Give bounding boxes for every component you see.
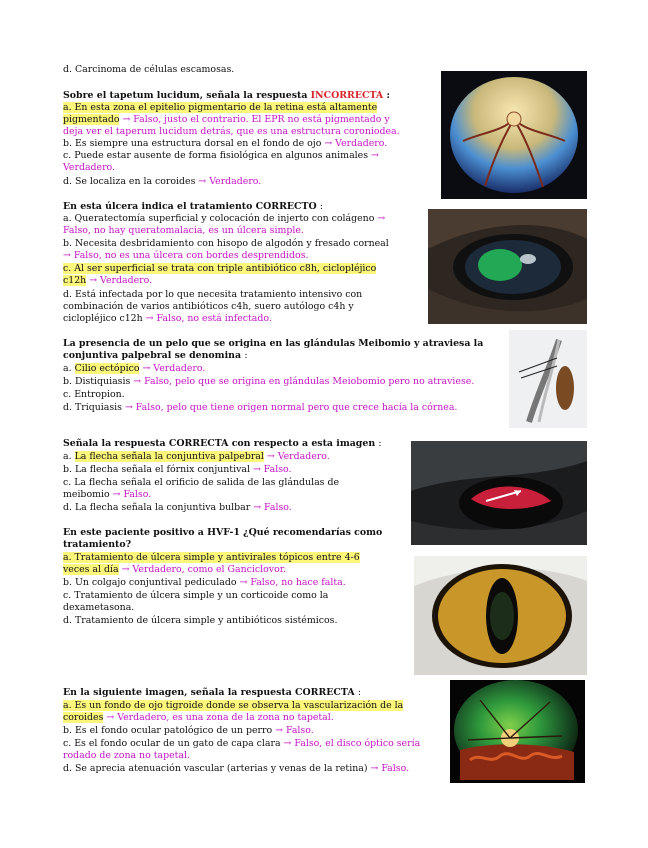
q5-option-a-line2: veces al día → Verdadero, como el Ganciclovor. <box>63 564 287 575</box>
q3-option-d: d. Triquiasis → Falso, pelo que tiene origen normal pero que crece hacía la córnea. <box>63 402 458 413</box>
ectopic-cilia-diagram <box>509 330 587 428</box>
q6-option-b: b. Es el fondo ocular patológico de un perro → Falso. <box>63 725 314 736</box>
conjunctiva-arrow-photo <box>411 441 587 545</box>
q1-option-a-line3: deja ver el taperum lucidum detrás, que es una estructura coroniodea. <box>63 126 400 137</box>
q5-option-a-line1: a. Tratamiento de úlcera simple y antivirales tópicos entre 4-6 <box>63 552 360 563</box>
question-1-title: Sobre el tapetum lucidum, señala la respuesta INCORRECTA : <box>63 90 390 101</box>
q4-option-c-line2: meibomio → Falso. <box>63 489 152 500</box>
question-2-title: En esta úlcera indica el tratamiento CORRECTO : <box>63 201 324 212</box>
q6-option-a-line1: a. Es un fondo de ojo tigroide donde se observa la vascularización de la <box>63 700 404 711</box>
question-5-title-line1: En este paciente positivo a HVF-1 ¿Qué recomendarías como <box>63 527 383 538</box>
q1-option-a-line1: a. En esta zona el epitelio pigmentario de la retina está altamente <box>63 102 378 113</box>
q4-option-d: d. La flecha señala la conjuntiva bulbar → Falso. <box>63 502 292 513</box>
q3-option-b: b. Distiquiasis → Falso, pelo que se origina en glándulas Meiobomio pero no atraviese. <box>63 376 475 387</box>
q1-option-c: c. Puede estar ausente de forma fisiológica en algunos animales → <box>63 150 379 161</box>
q5-option-d: d. Tratamiento de úlcera simple y antibióticos sistémicos. <box>63 615 338 626</box>
cat-eye-photo <box>414 556 587 675</box>
q6-option-c: c. Es el fondo ocular de un gato de capa clara → Falso, el disco óptico sería <box>63 738 421 749</box>
question-4-title: Señala la respuesta CORRECTA con respecto a esta imagen : <box>63 438 382 449</box>
question-5-title-line2: tratamiento? <box>63 539 132 550</box>
q1-option-b: b. Es siempre una estructura dorsal en el fondo de ojo → Verdadero. <box>63 138 388 149</box>
incorrect-keyword: INCORRECTA <box>310 90 384 101</box>
q6-option-a-line2: coroides → Verdadero, es una zona de la zona no tapetal. <box>63 712 334 723</box>
q1-option-c-feedback: Verdadero. <box>63 162 116 173</box>
q2-option-a-feedback: Falso, no hay queratomalacia, es un úlcera simple. <box>63 225 304 236</box>
q1-option-d: d. Se localiza en la coroides → Verdadero. <box>63 176 262 187</box>
q2-option-c-line2: c12h → Verdadero. <box>63 275 153 286</box>
q3-option-a: a. Cilio ectópico → Verdadero. <box>63 363 206 374</box>
q2-option-a: a. Queratectomía superficial y colocación de injerto con colágeno → <box>63 213 386 224</box>
q4-option-b: b. La flecha señala el fórnix conjuntival → Falso. <box>63 464 292 475</box>
q2-option-d-line2: combinación de varios antibióticos c4h, suero autólogo c4h y <box>63 301 354 312</box>
q2-option-b-feedback: → Falso, no es una úlcera con bordes desprendidos. <box>63 250 309 261</box>
q4-option-a: a. La flecha señala la conjuntiva palpebral → Verdadero. <box>63 451 330 462</box>
question-6-title: En la siguiente imagen, señala la respuesta CORRECTA : <box>63 687 362 698</box>
q5-option-c-line1: c. Tratamiento de úlcera simple y un corticoide como la <box>63 590 329 601</box>
q4-option-c-line1: c. La flecha señala el orificio de salida de las glándulas de <box>63 477 339 488</box>
q2-option-d-line3: ciclopléjico c12h → Falso, no está infectado. <box>63 313 272 324</box>
q2-option-c-line1: c. Al ser superficial se trata con triple antibiótico c8h, ciclopléjico <box>63 263 377 274</box>
q2-option-b: b. Necesita desbridamiento con hisopo de algodón y fresado corneal <box>63 238 389 249</box>
corneal-ulcer-photo <box>428 209 587 324</box>
fundus-tapetum-photo <box>441 71 587 199</box>
q1-option-a-line2: pigmentado → Falso, justo el contrario. El EPR no está pigmentado y <box>63 114 390 125</box>
question-3-title-line1: La presencia de un pelo que se origina en las glándulas Meibomio y atraviesa la <box>63 338 484 349</box>
q6-option-d: d. Se aprecia atenuación vascular (arterias y venas de la retina) → Falso. <box>63 763 410 774</box>
previous-option-d: d. Carcinoma de células escamosas. <box>63 64 235 75</box>
q5-option-c-line2: dexametasona. <box>63 602 135 613</box>
q3-option-c: c. Entropion. <box>63 389 125 400</box>
q6-option-c-feedback: rodado de zona no tapetal. <box>63 750 190 761</box>
tigroid-fundus-photo <box>450 680 585 783</box>
q2-option-d-line1: d. Está infectada por lo que necesita tratamiento intensivo con <box>63 289 363 300</box>
q5-option-b: b. Un colgajo conjuntival pediculado → Falso, no hace falta. <box>63 577 346 588</box>
question-3-title-line2: conjuntiva palpebral se denomina : <box>63 350 248 361</box>
